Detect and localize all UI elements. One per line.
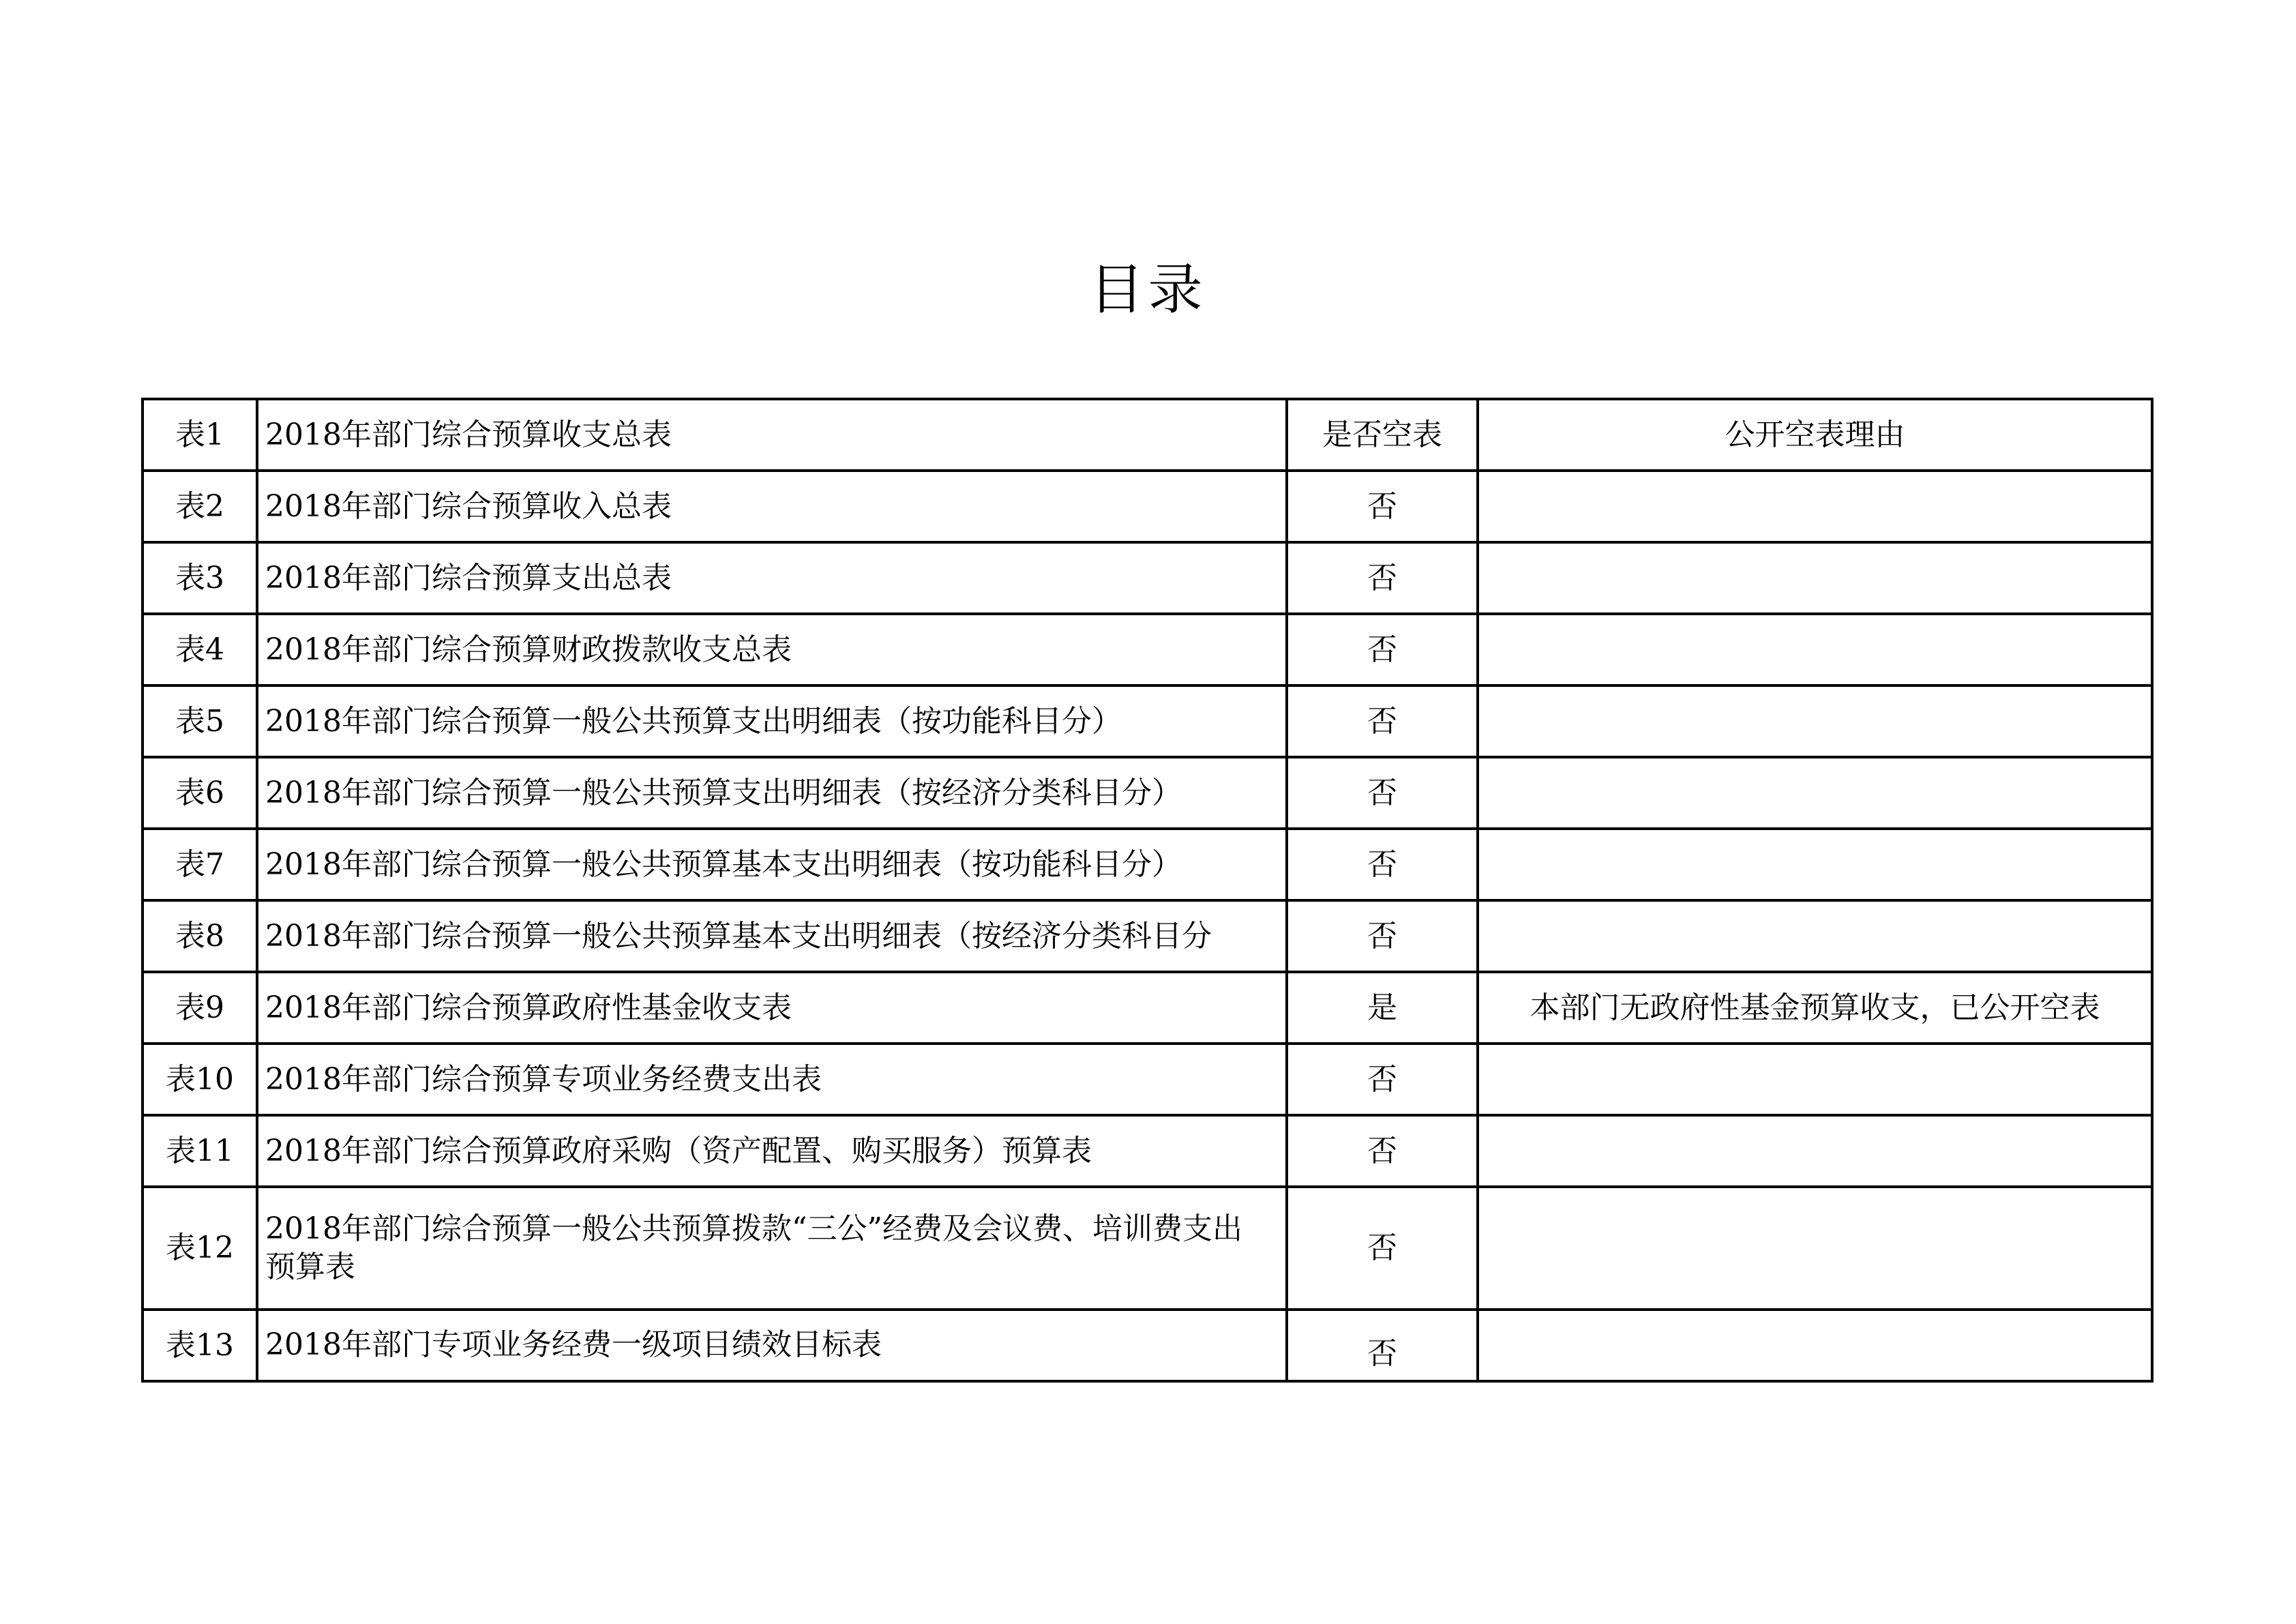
- table-number: 表11: [143, 1115, 257, 1187]
- table-number: 表8: [143, 900, 257, 972]
- is-empty-value: 否: [1287, 471, 1478, 542]
- table-row: [143, 471, 2152, 542]
- table-row: [143, 900, 2152, 972]
- table-number: 表2: [143, 471, 257, 542]
- table-name: 2018年部门综合预算一般公共预算基本支出明细表（按经济分类科目分: [257, 900, 1287, 972]
- is-empty-value: 否: [1287, 1187, 1478, 1310]
- table-row: [143, 1310, 2152, 1381]
- is-empty-value: 否: [1287, 542, 1478, 614]
- table-name: 2018年部门综合预算一般公共预算支出明细表（按功能科目分）: [257, 685, 1287, 757]
- table-number: 表6: [143, 757, 257, 829]
- table-row: [143, 1187, 2152, 1310]
- table-number: 表12: [143, 1187, 257, 1310]
- table-number: 表7: [143, 829, 257, 900]
- is-empty-value: 否: [1287, 1115, 1478, 1187]
- reason-value: 本部门无政府性基金预算收支，已公开空表: [1478, 972, 2152, 1044]
- table-name: 2018年部门综合预算支出总表: [257, 542, 1287, 614]
- table-name: 2018年部门综合预算收入总表: [257, 471, 1287, 542]
- page-title: 目录: [1089, 258, 1207, 321]
- catalog-table: [141, 398, 2153, 1383]
- table-row: [143, 972, 2152, 1044]
- reason-value: [1478, 685, 2152, 757]
- table-number: 表4: [143, 614, 257, 685]
- is-empty-value: 否: [1287, 900, 1478, 972]
- table-number: 表13: [143, 1310, 257, 1381]
- is-empty-value: 否: [1287, 1044, 1478, 1115]
- table-name: 2018年部门综合预算财政拨款收支总表: [257, 614, 1287, 685]
- is-empty-value: 否: [1287, 757, 1478, 829]
- table-row: [143, 685, 2152, 757]
- table-number: 表10: [143, 1044, 257, 1115]
- table-row: [143, 1115, 2152, 1187]
- table-row: [143, 1044, 2152, 1115]
- table-name: 2018年部门综合预算一般公共预算拨款“三公”经费及会议费、培训费支出预算表: [257, 1187, 1287, 1310]
- reason-value: [1478, 471, 2152, 542]
- is-empty-value: 否: [1287, 1310, 1478, 1381]
- reason-value: [1478, 829, 2152, 900]
- table-row: [143, 757, 2152, 829]
- table-number: 表1: [143, 399, 257, 471]
- table-row: [143, 614, 2152, 685]
- reason-value: [1478, 614, 2152, 685]
- empty-table-header: 是否空表: [1287, 399, 1478, 471]
- table-name: 2018年部门综合预算政府采购（资产配置、购买服务）预算表: [257, 1115, 1287, 1187]
- reason-value: [1478, 1044, 2152, 1115]
- reason-value: [1478, 542, 2152, 614]
- is-empty-value: 否: [1287, 829, 1478, 900]
- table-name: 2018年部门综合预算一般公共预算基本支出明细表（按功能科目分）: [257, 829, 1287, 900]
- table-row: [143, 542, 2152, 614]
- reason-value: [1478, 757, 2152, 829]
- reason-value: [1478, 900, 2152, 972]
- reason-value: [1478, 1310, 2152, 1381]
- table-number: 表5: [143, 685, 257, 757]
- table-row: [143, 829, 2152, 900]
- is-empty-value: 否: [1287, 614, 1478, 685]
- is-empty-value: 是: [1287, 972, 1478, 1044]
- table-name: 2018年部门专项业务经费一级项目绩效目标表: [257, 1310, 1287, 1381]
- reason-header: 公开空表理由: [1478, 399, 2152, 471]
- table-name: 2018年部门综合预算收支总表: [257, 399, 1287, 471]
- table-name: 2018年部门综合预算一般公共预算支出明细表（按经济分类科目分）: [257, 757, 1287, 829]
- table-row: [143, 399, 2152, 471]
- table-number: 表3: [143, 542, 257, 614]
- reason-value: [1478, 1115, 2152, 1187]
- is-empty-value: 否: [1287, 685, 1478, 757]
- table-name: 2018年部门综合预算专项业务经费支出表: [257, 1044, 1287, 1115]
- table-name: 2018年部门综合预算政府性基金收支表: [257, 972, 1287, 1044]
- table-number: 表9: [143, 972, 257, 1044]
- reason-value: [1478, 1187, 2152, 1310]
